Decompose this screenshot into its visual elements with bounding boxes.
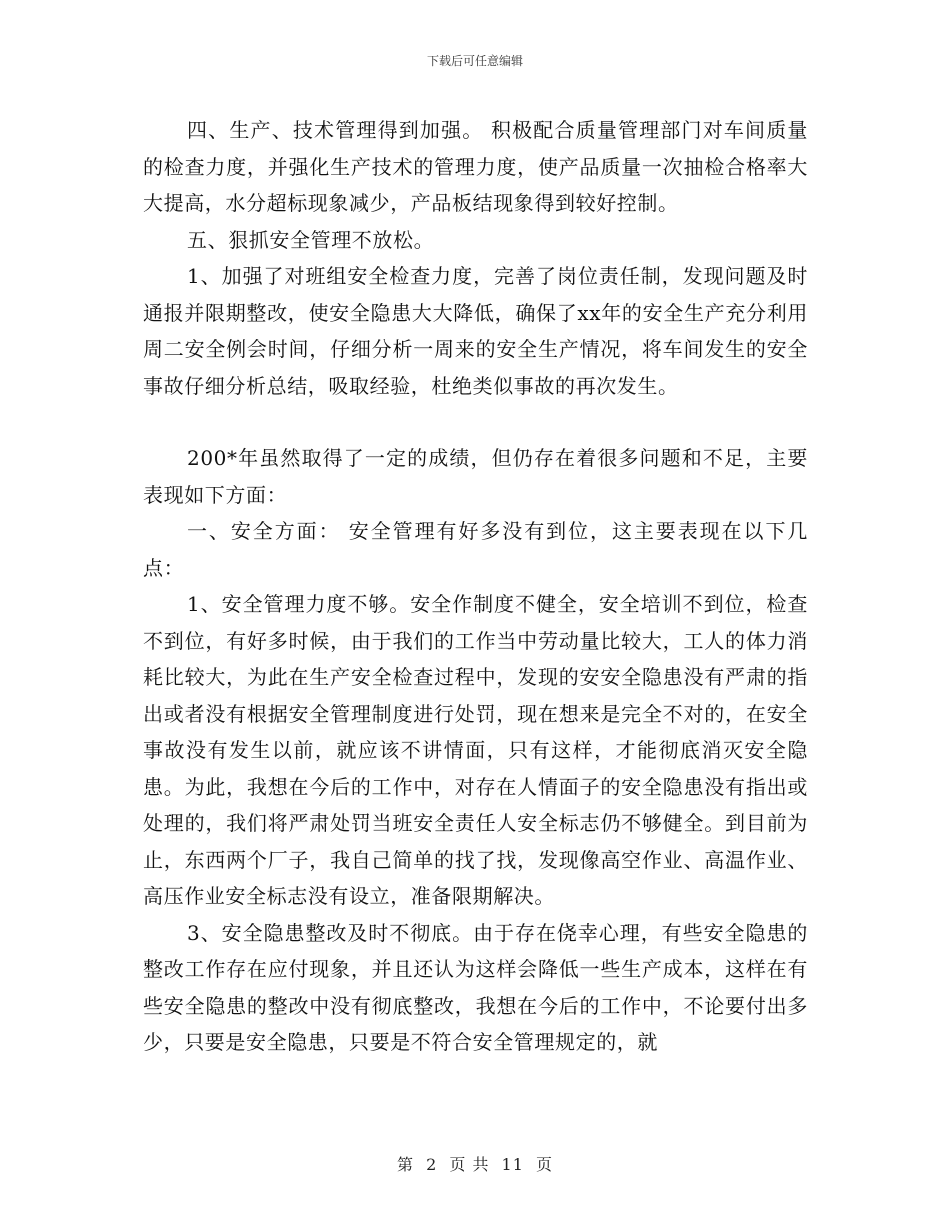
paragraph-shortcomings-intro: 200*年虽然取得了一定的成绩，但仍存在着很多问题和不足，主要表现如下方面： [143, 446, 808, 507]
document-body [143, 112, 808, 1061]
footer-total-pages: 11 [501, 1155, 524, 1174]
footer-suffix: 页 [536, 1155, 554, 1174]
paragraph-safety-aspect: 一、安全方面： 安全管理有好多没有到位，这主要表现在以下几点： [143, 519, 808, 580]
paragraph-safety-heading: 五、狠抓安全管理不放松。 [187, 227, 435, 252]
paragraph-gap [143, 404, 808, 440]
paragraph-rectification: 3、安全隐患整改及时不彻底。由于存在侥幸心理，有些安全隐患的整改工作存在应付现象，并且还认为这样会降低一些生产成本，这样在有些安全隐患的整改中没有彻底整改，我想在今后的工作中，不论要付出多少，只要是安全隐患，只要是不符合安全管理规定的，就 [143, 920, 808, 1054]
footer-prefix: 第 [396, 1155, 414, 1174]
footer-middle: 页 共 [449, 1155, 490, 1174]
paragraph-team-inspection: 1、加强了对班组安全检查力度，完善了岗位责任制，发现问题及时通报并限期整改，使安全隐患大大降低，确保了xx年的安全生产充分利用周二安全例会时间，仔细分析一周来的安全生产情况，将车间发生的安全事故仔细分析总结，吸取经验，杜绝类似事故的再次发生。 [143, 264, 808, 398]
paragraph-insufficient-management: 1、安全管理力度不够。安全作制度不健全，安全培训不到位，检查不到位，有好多时候，由于我们的工作当中劳动量比较大，工人的体力消耗比较大，为此在生产安全检查过程中，发现的安安全隐患没有严肃的指出或者没有根据安全管理制度进行处罚，现在想来是完全不对的，在安全事故没有发生以前，就应该不讲情面，只有这样，才能彻底消灭安全隐患。为此，我想在今后的工作中，对存在人情面子的安全隐患没有指出或处理的，我们将严肃处罚当班安全责任人安全标志仍不够健全。到目前为止，东西两个厂子，我自己简单的找了找，发现像高空作业、高温作业、高压作业安全标志没有设立，准备限期解决。 [143, 592, 808, 908]
paragraph-production-management: 四、生产、技术管理得到加强。 积极配合质量管理部门对车间质量的检查力度，并强化生产技术的管理力度，使产品质量一次抽检合格率大大提高，水分超标现象减少，产品板结现象得到较好控制。 [143, 118, 808, 215]
page-footer [0, 1152, 950, 1175]
page-header: 下载后可任意编辑 [426, 54, 523, 68]
footer-page-number: 2 [426, 1155, 438, 1174]
